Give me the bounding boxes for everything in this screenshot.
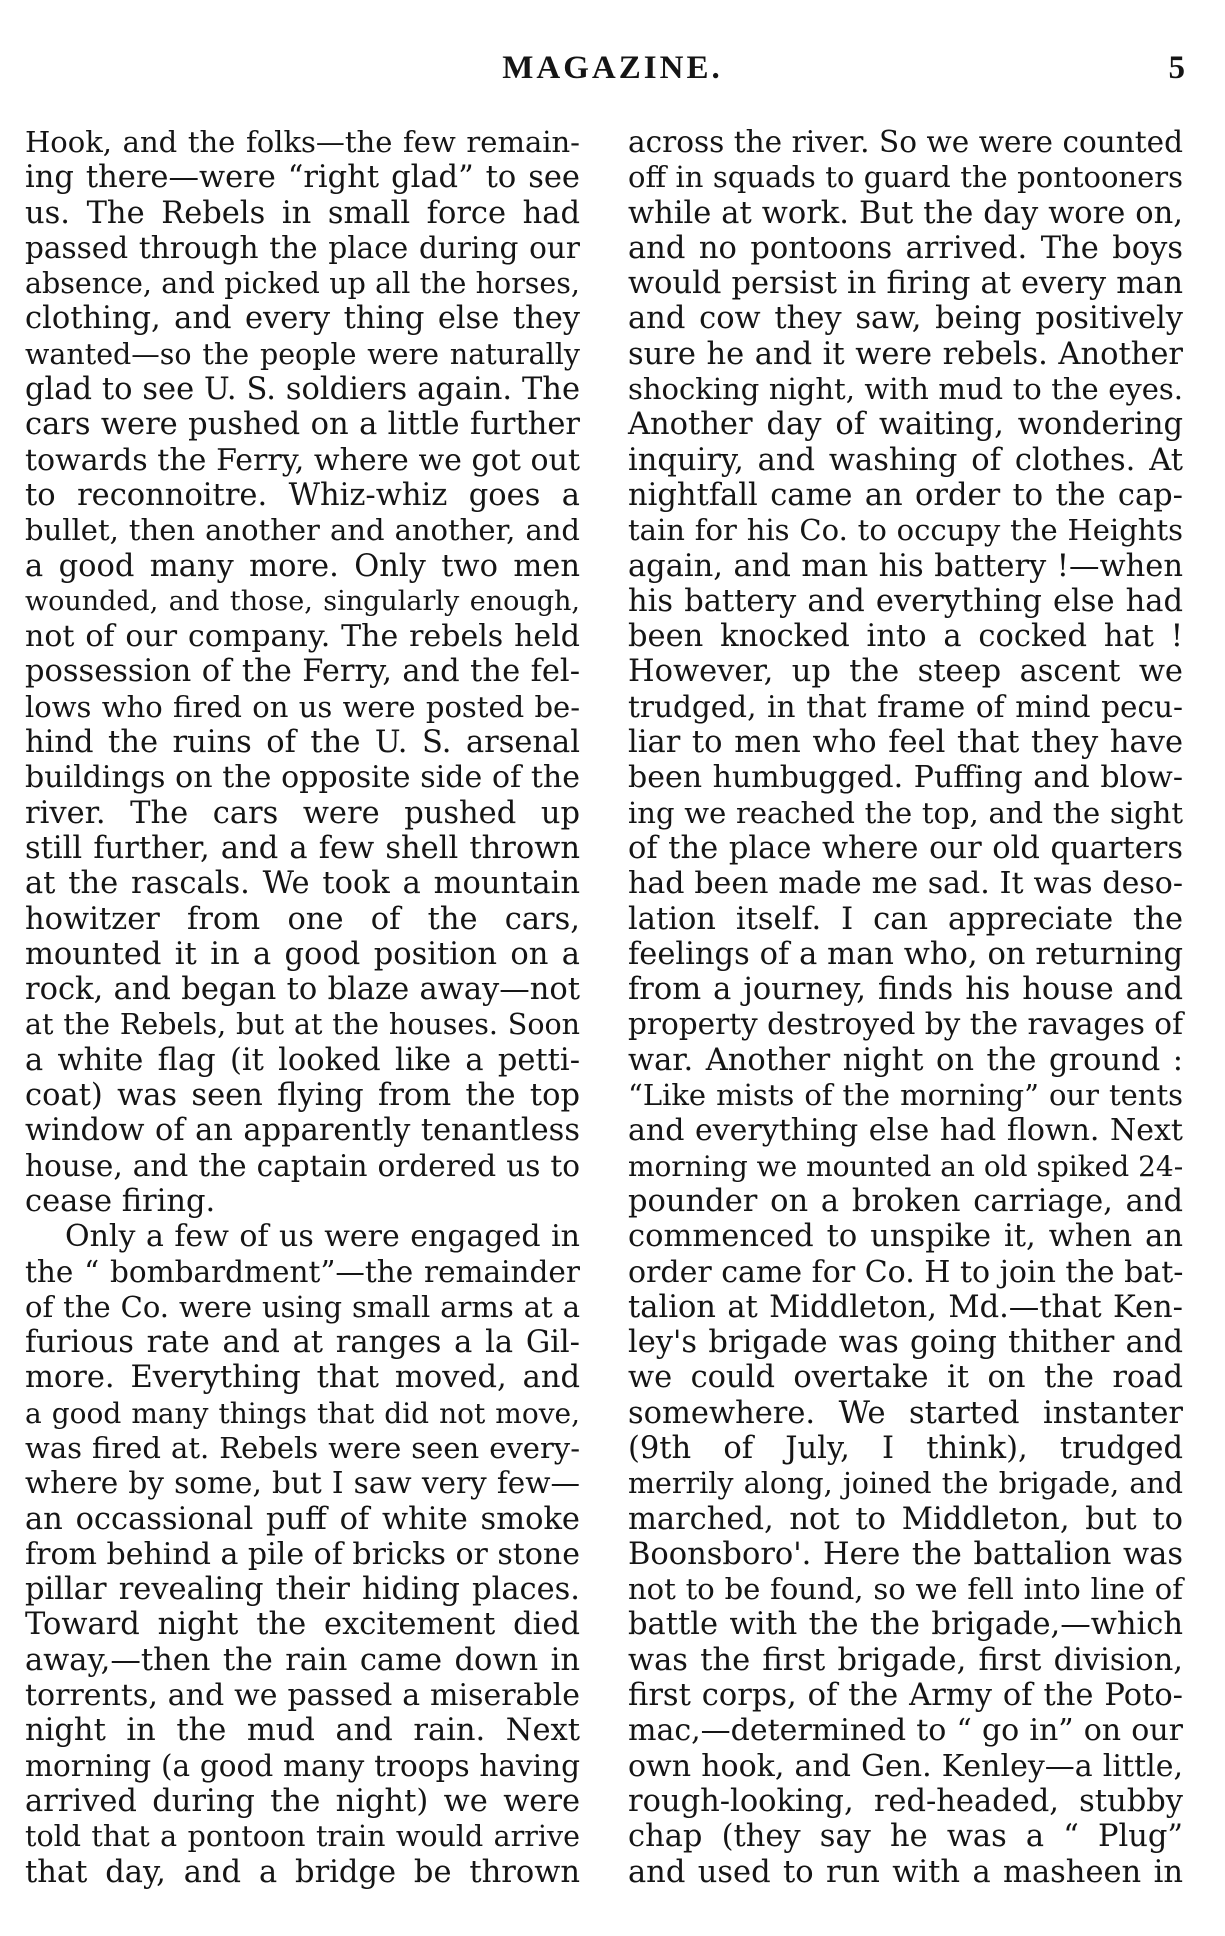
text-line: lation itself. I can appreciate the <box>628 901 1183 937</box>
text-line: from a journey, finds his house and <box>628 972 1183 1008</box>
page-number: 5 <box>1168 50 1185 86</box>
text-line: of the place where our old quarters <box>628 830 1183 866</box>
text-line: chap (they say he was a “ Plug” <box>628 1819 1183 1855</box>
text-line: merrily along, joined the brigade, and <box>628 1467 1183 1501</box>
text-line: river. The cars were pushed up <box>25 795 580 831</box>
text-line: Toward night the excitement died <box>25 1607 580 1643</box>
text-line: passed through the place during our <box>25 230 580 265</box>
text-line: we could overtake it on the road <box>628 1360 1183 1396</box>
text-line: us. The Rebels in small force had <box>25 195 580 231</box>
left-column <box>25 125 580 1890</box>
text-line: ing we reached the top, and the sight <box>628 795 1183 830</box>
running-head <box>0 40 1225 100</box>
text-line: his battery and everything else had <box>628 583 1183 619</box>
text-line: pillar revealing their hiding places. <box>25 1572 580 1608</box>
text-line: still further, and a few shell thrown <box>25 830 580 866</box>
text-line: at the rascals. We took a mountain <box>25 866 580 902</box>
text-line: morning (a good many troops having <box>25 1748 580 1783</box>
text-line: again, and man his battery !—when <box>628 548 1183 584</box>
text-line: shocking night, with mud to the eyes. <box>628 372 1183 407</box>
text-line: and used to run with a masheen in <box>628 1854 1183 1890</box>
text-line: the “ bombardment”—the remainder <box>25 1254 580 1289</box>
text-line: a good many things that did not move, <box>25 1396 580 1430</box>
text-line: marched, not to Middleton, but to <box>628 1501 1183 1537</box>
text-line: absence, and picked up all the horses, <box>25 267 580 301</box>
text-line: sure he and it were rebels. Another <box>628 336 1183 372</box>
text-line: window of an apparently tenantless <box>25 1113 580 1149</box>
text-line: somewhere. We started instanter <box>628 1395 1183 1431</box>
text-line: not of our company. The rebels held <box>25 619 580 655</box>
text-line: order came for Co. H to join the bat- <box>628 1254 1184 1290</box>
text-line: been knocked into a cocked hat ! <box>628 619 1183 655</box>
text-line: from behind a pile of bricks or stone <box>25 1536 580 1572</box>
text-line: and no pontoons arrived. The boys <box>628 230 1183 266</box>
text-line: rough-looking, red-headed, stubby <box>628 1783 1183 1819</box>
text-line: torrents, and we passed a miserable <box>25 1678 580 1714</box>
text-line: clothing, and every thing else they <box>25 301 580 337</box>
text-line: commenced to unspike it, when an <box>628 1219 1183 1255</box>
text-line: tain for his Co. to occupy the Heights <box>628 513 1183 548</box>
text-line: property destroyed by the ravages of <box>628 1007 1183 1042</box>
text-line: Another day of waiting, wondering <box>628 407 1183 443</box>
text-line: war. Another night on the ground : <box>628 1042 1183 1078</box>
text-line: mac,—determined to “ go in” on our <box>628 1713 1183 1749</box>
text-line: was the first brigade, first division, <box>628 1642 1183 1678</box>
text-line: bullet, then another and another, and <box>25 513 580 548</box>
text-line: “Like mists of the morning” our tents <box>628 1078 1183 1113</box>
text-line: and everything else had flown. Next <box>628 1113 1183 1149</box>
text-line: ing there—were “right glad” to see <box>25 160 580 196</box>
text-line: howitzer from one of the cars, <box>25 901 580 937</box>
text-line: at the Rebels, but at the houses. Soon <box>25 1008 580 1042</box>
text-line: glad to see U. S. soldiers again. The <box>25 372 580 408</box>
text-line: cease firing. <box>25 1183 216 1219</box>
text-line: an occassional puff of white smoke <box>25 1501 580 1537</box>
text-line: night in the mud and rain. Next <box>25 1713 580 1749</box>
text-line: to reconnoitre. Whiz-whiz goes a <box>25 477 580 513</box>
text-line: wounded, and those, singularly enough, <box>25 585 580 617</box>
text-line: morning we mounted an old spiked 24- <box>628 1149 1184 1183</box>
running-title: MAGAZINE. <box>502 50 723 86</box>
text-line: would persist in firing at every man <box>628 266 1183 302</box>
text-line: liar to men who feel that they have <box>628 725 1183 761</box>
text-line: (9th of July, I think), trudged <box>628 1430 1183 1466</box>
right-column <box>628 125 1183 1890</box>
text-line: lows who fired on us were posted be- <box>25 689 580 724</box>
text-line: Only a few of us were engaged in <box>65 1219 580 1255</box>
text-line: a white flag (it looked like a petti- <box>25 1042 580 1078</box>
text-line: furious rate and at ranges a la Gil- <box>25 1325 580 1361</box>
text-line: Boonsboro'. Here the battalion was <box>628 1536 1183 1572</box>
text-line: rock, and began to blaze away—not <box>25 972 580 1008</box>
text-line: hind the ruins of the U. S. arsenal <box>25 725 580 761</box>
text-line: towards the Ferry, where we got out <box>25 442 580 478</box>
text-line: away,—then the rain came down in <box>25 1642 580 1678</box>
text-line: battle with the the brigade,—which <box>628 1607 1183 1643</box>
text-line: not to be found, so we fell into line of <box>628 1572 1183 1607</box>
text-line: nightfall came an order to the cap- <box>628 477 1183 513</box>
text-line: told that a pontoon train would arrive <box>25 1820 580 1854</box>
text-line: Hook, and the folks—the few remain- <box>25 125 580 159</box>
text-line: of the Co. were using small arms at a <box>25 1289 580 1324</box>
text-line: mounted it in a good position on a <box>25 936 580 972</box>
text-line: trudged, in that frame of mind pecu- <box>628 689 1183 724</box>
text-line: across the river. So we were counted <box>628 125 1183 159</box>
text-line: while at work. But the day wore on, <box>628 195 1183 231</box>
text-line: and cow they saw, being positively <box>628 301 1183 337</box>
text-line: house, and the captain ordered us to <box>25 1148 580 1183</box>
text-line: where by some, but I saw very few— <box>25 1466 580 1501</box>
text-line: inquiry, and washing of clothes. At <box>628 442 1183 478</box>
text-line: ley's brigade was going thither and <box>628 1325 1183 1361</box>
text-line: first corps, of the Army of the Poto- <box>628 1678 1183 1714</box>
text-line: buildings on the opposite side of the <box>25 760 580 796</box>
text-line: arrived during the night) we were <box>25 1783 580 1819</box>
text-line: feelings of a man who, on returning <box>628 936 1183 972</box>
text-line: a good many more. Only two men <box>25 548 580 584</box>
text-line: pounder on a broken carriage, and <box>628 1183 1183 1219</box>
text-line: been humbugged. Puffing and blow- <box>628 760 1183 796</box>
text-line: own hook, and Gen. Kenley—a little, <box>628 1748 1183 1784</box>
text-line: off in squads to guard the pontooners <box>628 160 1183 195</box>
text-line: possession of the Ferry, and the fel- <box>25 654 580 690</box>
text-line: However, up the steep ascent we <box>628 654 1183 690</box>
text-line: was fired at. Rebels were seen every- <box>25 1430 580 1465</box>
text-line: talion at Middleton, Md.—that Ken- <box>628 1289 1183 1325</box>
text-line: cars were pushed on a little further <box>25 407 580 443</box>
text-line: had been made me sad. It was deso- <box>628 866 1183 902</box>
text-line: that day, and a bridge be thrown <box>25 1854 580 1890</box>
text-line: more. Everything that moved, and <box>25 1360 580 1396</box>
text-line: coat) was seen flying from the top <box>25 1078 580 1114</box>
text-line: wanted—so the people were naturally <box>25 337 580 371</box>
